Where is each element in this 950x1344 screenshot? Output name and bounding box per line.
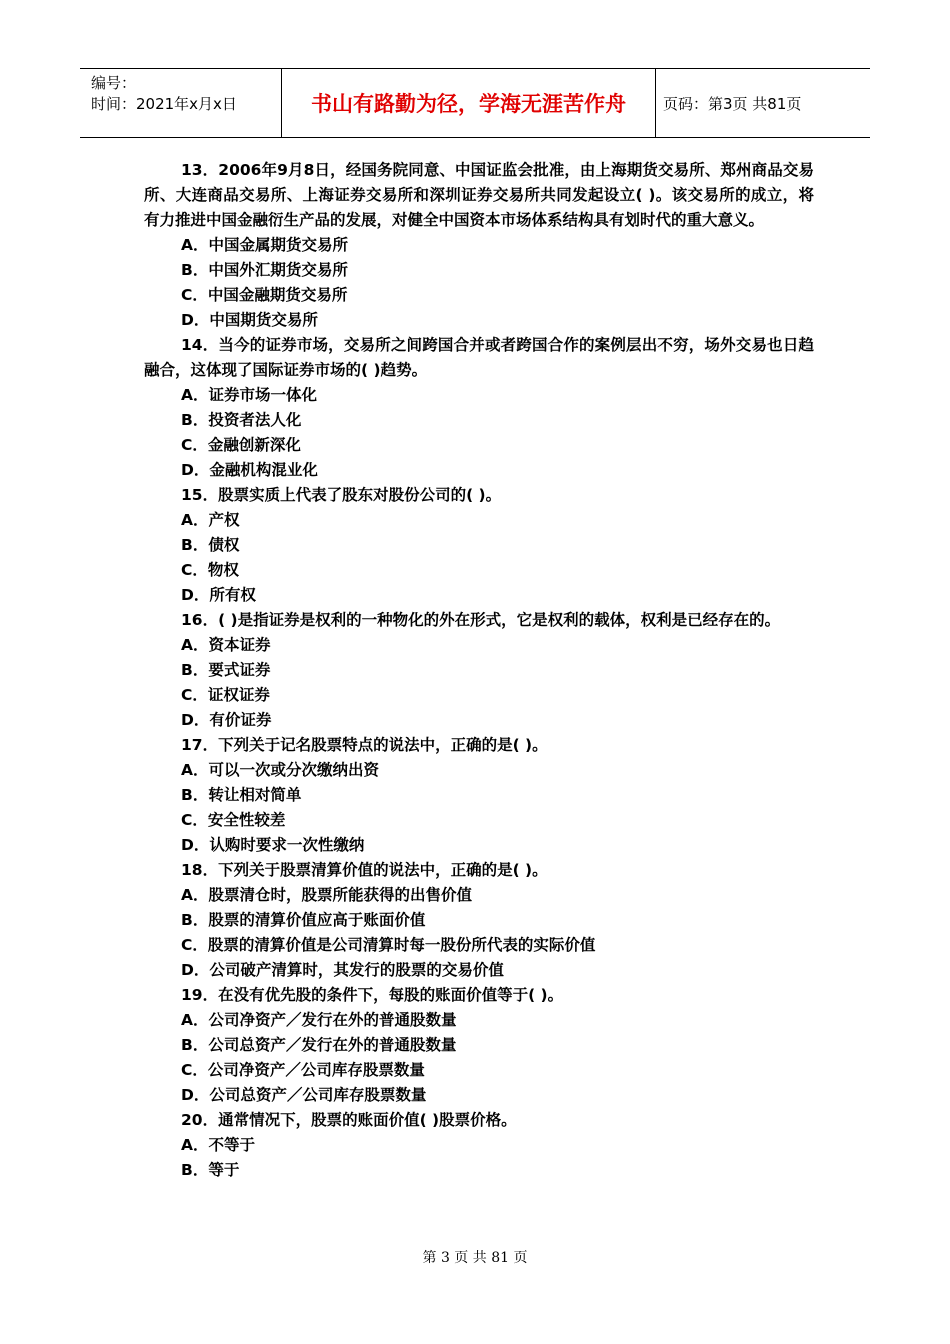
answer-option: C．中国金融期货交易所 [181,286,348,304]
answer-option: D．认购时要求一次性缴纳 [181,836,365,854]
answer-option: D．有价证券 [181,711,272,729]
answer-option: C．安全性较差 [181,811,286,829]
page-header [80,68,870,138]
answer-option: C．金融创新深化 [181,436,301,454]
answer-option: A．可以一次或分次缴纳出资 [181,761,379,779]
answer-option: C．公司净资产／公司库存股票数量 [181,1061,425,1079]
answer-option: A．公司净资产／发行在外的普通股数量 [181,1011,457,1029]
answer-option: D．金融机构混业化 [181,461,318,479]
answer-option: D．公司总资产／公司库存股票数量 [181,1086,427,1104]
question-stem: 15．股票实质上代表了股东对股份公司的( )。 [181,486,502,504]
question-stem: 18．下列关于股票清算价值的说法中，正确的是( )。 [181,861,548,879]
answer-option: B．股票的清算价值应高于账面价值 [181,911,426,929]
answer-option: B．投资者法人化 [181,411,302,429]
answer-option: B．要式证券 [181,661,271,679]
answer-option: B．转让相对简单 [181,786,302,804]
answer-option: D．公司破产清算时，其发行的股票的交易价值 [181,961,504,979]
answer-option: D．所有权 [181,586,256,604]
question-stem: 14．当今的证券市场，交易所之间跨国合并或者跨国合作的案例层出不穷，场外交易也日趋融合，这体现了国际证券市场的( )趋势。 [144,336,814,379]
answer-option: B．中国外汇期货交易所 [181,261,348,279]
answer-option: B．等于 [181,1161,240,1179]
question-stem: 16．( )是指证券是权利的一种物化的外在形式，它是权利的载体，权利是已经存在的。 [181,611,781,629]
answer-option: C．物权 [181,561,239,579]
answer-option: A．不等于 [181,1136,255,1154]
answer-option: A．股票清仓时，股票所能获得的出售价值 [181,886,472,904]
answer-option: C．证权证券 [181,686,270,704]
answer-option: B．公司总资产／发行在外的普通股数量 [181,1036,457,1054]
header-motto: 书山有路勤为径，学海无涯苦作舟 [281,69,656,137]
answer-option: D．中国期货交易所 [181,311,318,329]
answer-option: A．产权 [181,511,240,529]
header-meta [80,69,281,137]
answer-option: A．中国金属期货交易所 [181,236,348,254]
question-stem: 19．在没有优先股的条件下，每股的账面价值等于( )。 [181,986,564,1004]
answer-option: A．资本证券 [181,636,271,654]
answer-option: A．证券市场一体化 [181,386,317,404]
header-page-info: 页码：第3页 共81页 [663,94,802,113]
answer-option: C．股票的清算价值是公司清算时每一股份所代表的实际价值 [181,936,596,954]
question-stem: 20．通常情况下，股票的账面价值( )股票价格。 [181,1111,517,1129]
document-date-label: 时间：2021年x月x日 [91,95,237,113]
document-number-label: 编号： [91,74,137,92]
question-list [144,158,814,1183]
question-stem: 17．下列关于记名股票特点的说法中，正确的是( )。 [181,736,548,754]
answer-option: B．债权 [181,536,240,554]
page-footer: 第 3 页 共 81 页 [422,1250,528,1266]
question-stem: 13．2006年9月8日，经国务院同意、中国证监会批准，由上海期货交易所、郑州商品交易所、大连商品交易所、上海证券交易所和深圳证券交易所共同发起设立( )。该交易所的成立，将有力推进中国金融衍生产品的发展，对健全中国资本市场体系结构具有划时代的重大意义。 [144,161,814,229]
